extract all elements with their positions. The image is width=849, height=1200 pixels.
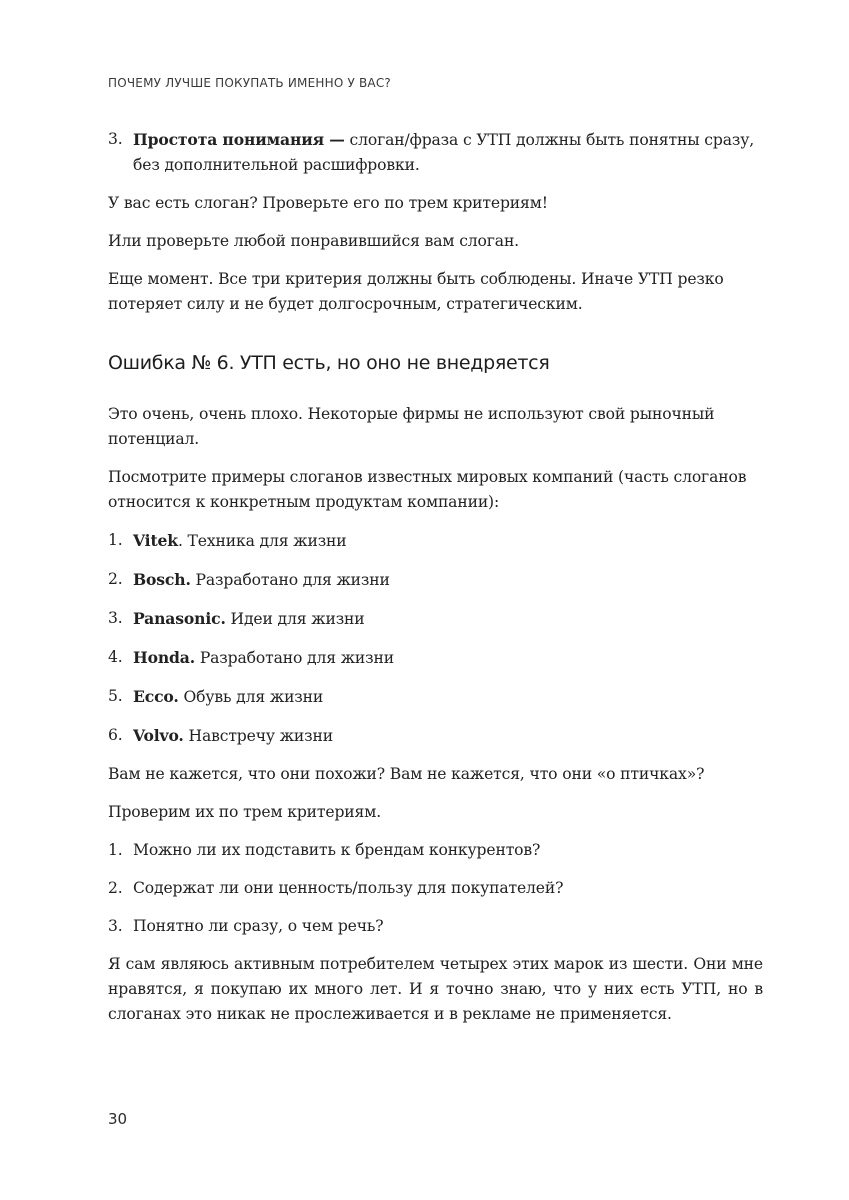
- list-number: 3.: [108, 609, 123, 627]
- criterion-title: Простота понимания —: [133, 130, 345, 149]
- questions-list: [108, 838, 763, 939]
- list-number: 3.: [108, 130, 123, 148]
- list-number: 3.: [108, 917, 123, 935]
- list-number: 6.: [108, 726, 123, 744]
- page-body: [108, 127, 763, 1040]
- list-number: 1.: [108, 531, 123, 549]
- criterion-text: слоган/фраза с УТП должны быть понятны сразу, без дополнительной расшифровки.: [133, 131, 755, 174]
- list-number: 1.: [108, 841, 123, 859]
- list-number: 4.: [108, 648, 123, 666]
- question-text: Содержат ли они ценность/пользу для покупателей?: [133, 879, 564, 897]
- slogan-text: Обувь для жизни: [178, 688, 324, 706]
- paragraph: У вас есть слоган? Проверьте его по трем критериям!: [108, 194, 548, 212]
- list-item: [108, 645, 763, 671]
- brand-name: Panasonic.: [133, 609, 226, 628]
- paragraph: Еще момент. Все три критерия должны быть соблюдены. Иначе УТП резко потеряет силу и не будет долгосрочным, стратегическим.: [108, 270, 724, 313]
- list-item: [108, 723, 763, 749]
- question-text: Понятно ли сразу, о чем речь?: [133, 917, 384, 935]
- list-item: [108, 876, 763, 901]
- list-item: [108, 914, 763, 939]
- brand-name: Volvo.: [133, 726, 184, 745]
- slogan-text: Идеи для жизни: [225, 610, 365, 628]
- list-number: 2.: [108, 570, 123, 588]
- list-item: [108, 606, 763, 632]
- list-item: [108, 684, 763, 710]
- slogans-list: [108, 528, 763, 749]
- page-number: 30: [108, 1110, 128, 1128]
- paragraph: Посмотрите примеры слоганов известных мировых компаний (часть слоганов относится к конкретным продуктам компании):: [108, 468, 747, 511]
- paragraph: Или проверьте любой понравившийся вам слоган.: [108, 232, 519, 250]
- closing-paragraph: Я сам являюсь активным потребителем четырех этих марок из шести. Они мне нравятся, я покупаю их много лет. И я точно знаю, что у них есть УТП, но в слоганах это никак не прослеживается и в рекламе не применяется.: [108, 955, 763, 1023]
- criteria-list-continued: [108, 127, 763, 178]
- list-item: [108, 838, 763, 863]
- section-heading: Ошибка № 6. УТП есть, но оно не внедряется: [108, 352, 550, 374]
- running-head: ПОЧЕМУ ЛУЧШЕ ПОКУПАТЬ ИМЕННО У ВАС?: [108, 76, 391, 90]
- brand-name: Bosch.: [133, 570, 191, 589]
- brand-name: Ecco.: [133, 687, 179, 706]
- paragraph: Это очень, очень плохо. Некоторые фирмы не используют свой рыночный потенциал.: [108, 405, 715, 448]
- slogan-text: Разработано для жизни: [190, 571, 390, 589]
- list-item: [108, 127, 763, 178]
- brand-name: Vitek: [133, 531, 178, 550]
- paragraph: Вам не кажется, что они похожи? Вам не кажется, что они «о птичках»?: [108, 765, 705, 783]
- slogan-text: Навстречу жизни: [183, 727, 333, 745]
- list-item: [108, 528, 763, 554]
- slogan-text: . Техника для жизни: [177, 532, 347, 550]
- paragraph: Проверим их по трем критериям.: [108, 803, 382, 821]
- list-number: 5.: [108, 687, 123, 705]
- list-number: 2.: [108, 879, 123, 897]
- question-text: Можно ли их подставить к брендам конкурентов?: [133, 841, 541, 859]
- slogan-text: Разработано для жизни: [195, 649, 395, 667]
- list-item: [108, 567, 763, 593]
- brand-name: Honda.: [133, 648, 196, 667]
